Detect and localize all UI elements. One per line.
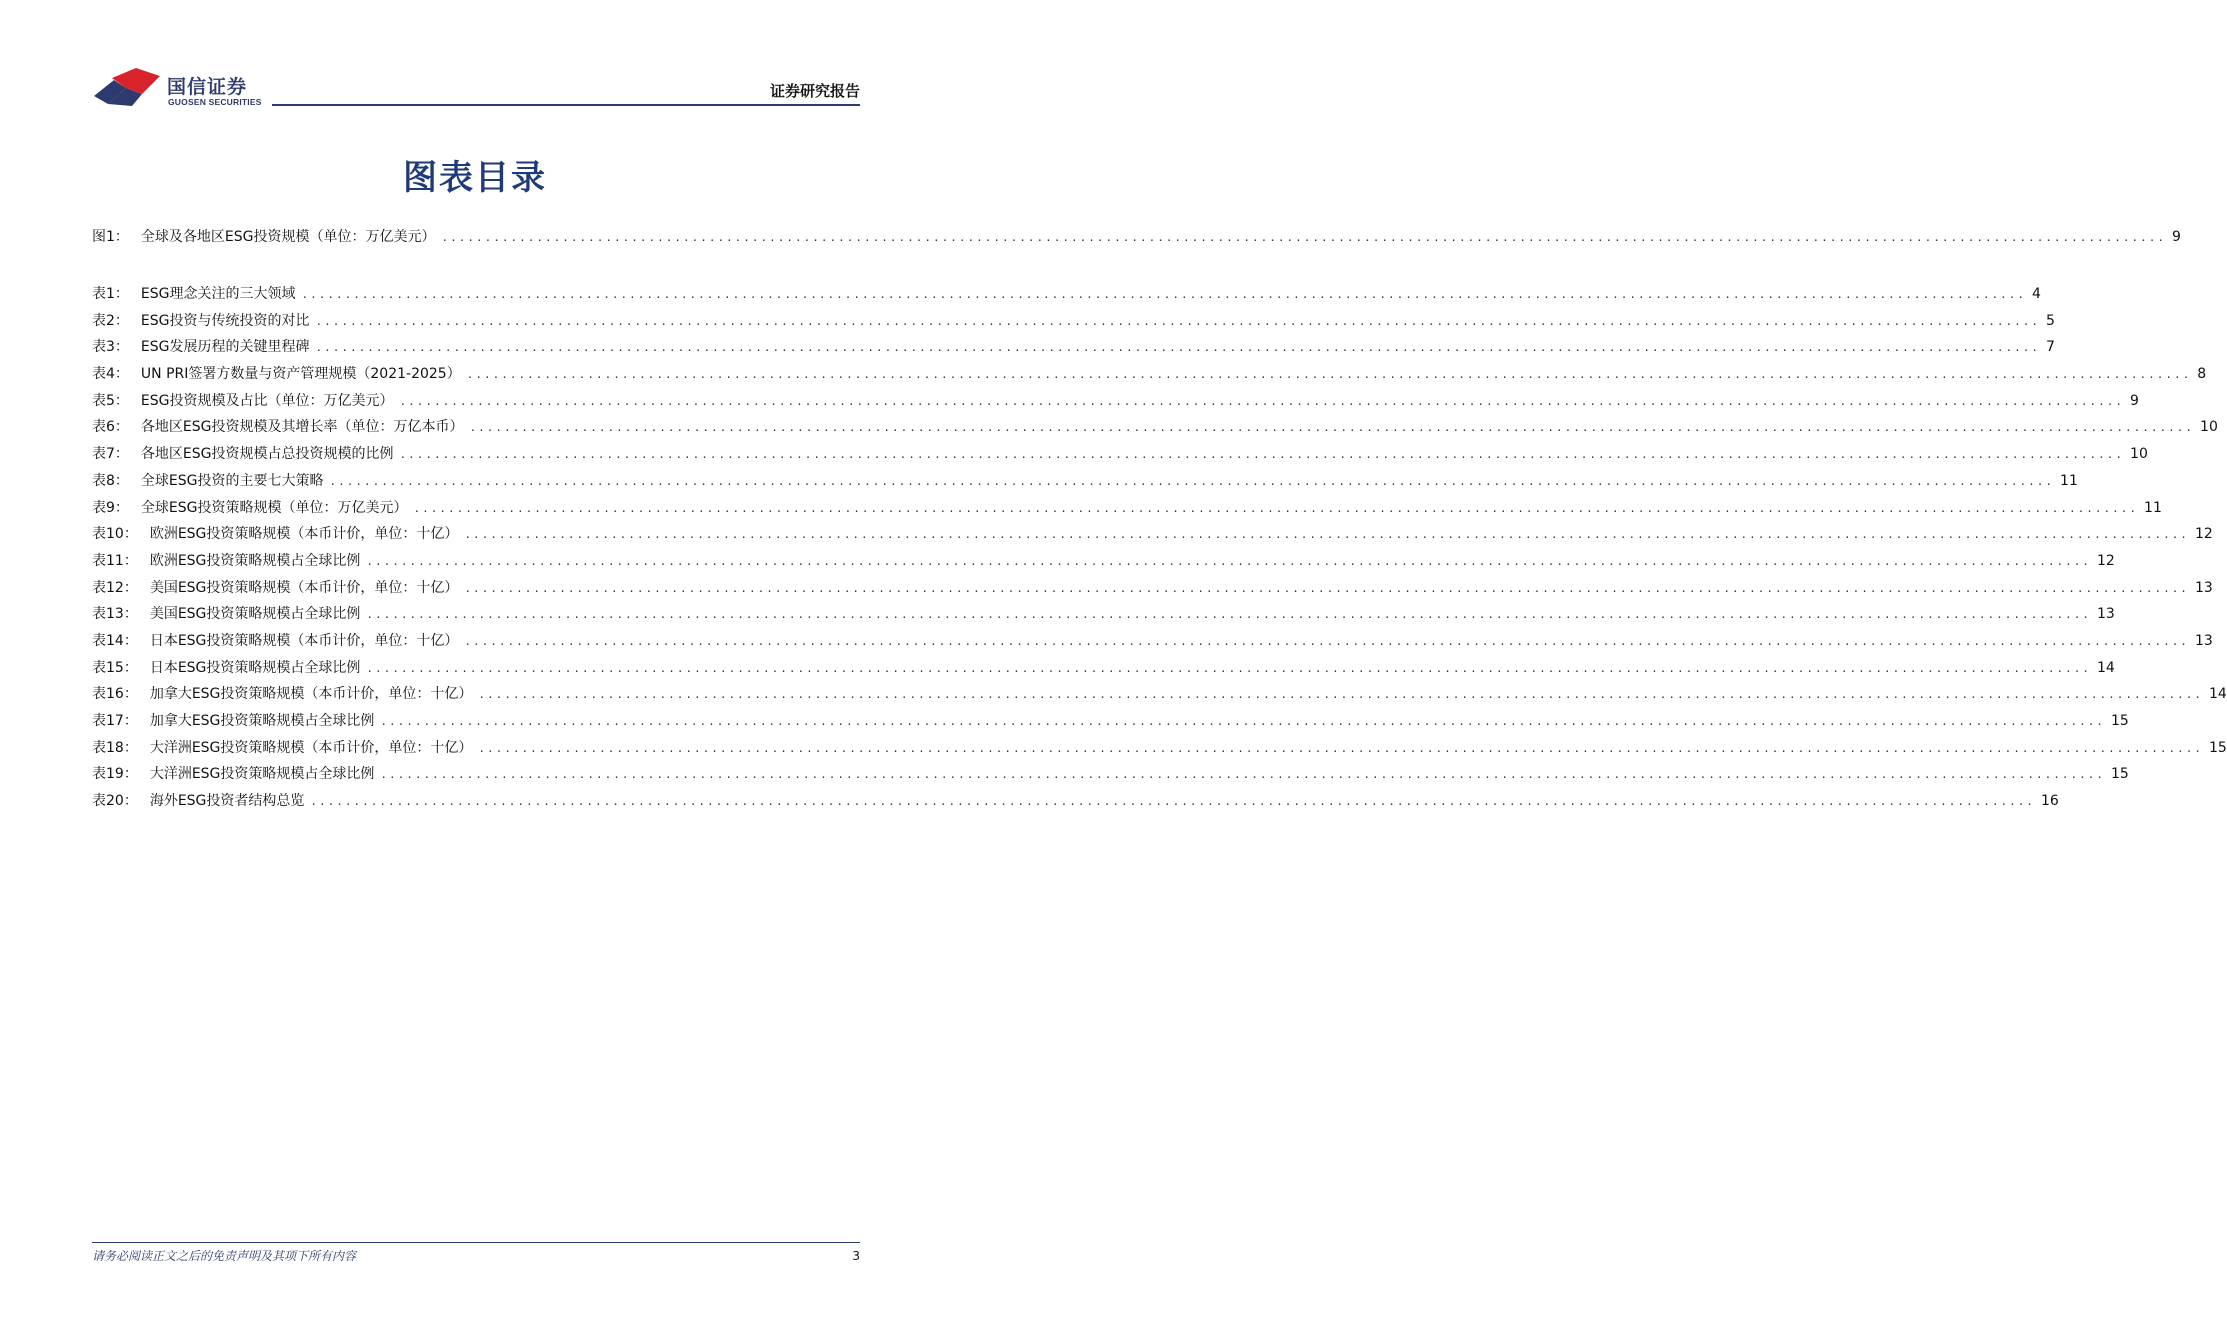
page-title: 图表目录 [403,158,547,198]
dot-leader: ........................................................................................................................................................................................................ [469,421,2195,435]
entry-page-number: 12 [2096,552,2115,569]
entry-page-number: 13 [2096,606,2115,623]
entry-page-number: 8 [2197,366,2207,383]
entry-title: 加拿大ESG投资策略规模（本币计价，单位：十亿） [149,686,473,703]
entry-number: 表19： [92,766,138,783]
entry-number: 表7： [92,446,129,463]
entry-title: 日本ESG投资策略规模占全球比例 [149,659,361,676]
table-entry[interactable] [92,441,2148,468]
entry-number: 表14： [92,632,138,649]
entry-number: 表2： [92,312,129,329]
dot-leader: ........................................................................................................................................................................................................ [464,581,2189,595]
entry-number: 表11： [92,552,138,569]
table-entry[interactable] [92,575,2213,602]
table-entry[interactable] [92,601,2115,628]
table-entry[interactable] [92,628,2213,655]
dot-leader: ........................................................................................................................................................................................................ [315,341,2041,355]
dot-leader: ........................................................................................................................................................................................................ [466,368,2192,382]
footer-divider [92,1242,860,1243]
dot-leader: ........................................................................................................................................................................................................ [413,501,2139,515]
entry-number: 表12： [92,579,138,596]
entry-number: 表9： [92,499,129,516]
entry-number: 图1： [92,229,129,245]
page-number: 3 [852,1249,860,1263]
entry-title: 各地区ESG投资规模占总投资规模的比例 [140,446,394,463]
company-name-cn: 国信证券 [167,76,248,98]
dot-leader: ........................................................................................................................................................................................................ [315,314,2041,328]
table-entry[interactable] [92,761,2129,788]
dot-leader: ........................................................................................................................................................................................................ [366,661,2091,675]
page-header [0,0,950,120]
entry-number: 表16： [92,686,138,703]
entry-number: 表1： [92,286,129,302]
footer-disclaimer: 请务必阅读正文之后的免责声明及其项下所有内容 [92,1249,357,1263]
dot-leader: ........................................................................................................................................................................................................ [399,448,2125,462]
entry-title: 美国ESG投资策略规模占全球比例 [149,606,361,623]
guosen-logo-icon [92,66,162,110]
dot-leader: ........................................................................................................................................................................................................ [441,231,2167,244]
entry-title: 大洋洲ESG投资策略规模占全球比例 [149,766,375,783]
entry-page-number: 15 [2110,766,2129,783]
entry-title: 日本ESG投资策略规模（本币计价，单位：十亿） [149,632,459,649]
dot-leader: ........................................................................................................................................................................................................ [399,394,2125,408]
entry-page-number: 12 [2194,526,2213,543]
company-name-en: GUOSEN SECURITIES [168,97,262,107]
table-entry[interactable] [92,655,2115,682]
entry-number: 表20： [92,793,138,810]
entry-number: 表17： [92,713,138,729]
dot-leader: ........................................................................................................................................................................................................ [329,474,2055,488]
entry-number: 表10： [92,526,138,543]
entry-title: ESG理念关注的三大领域 [140,286,296,302]
table-entry[interactable] [92,681,2227,708]
entry-title: 全球ESG投资策略规模（单位：万亿美元） [140,499,408,516]
table-entry[interactable] [92,468,2078,495]
dot-leader: ........................................................................................................................................................................................................ [464,528,2189,542]
entry-page-number: 16 [2040,793,2059,810]
entry-page-number: 14 [2096,659,2115,676]
report-type-label: 证券研究报告 [769,82,860,100]
dot-leader: ........................................................................................................................................................................................................ [464,634,2189,648]
entry-page-number: 11 [2060,472,2078,489]
entry-title: 各地区ESG投资规模及其增长率（单位：万亿本币） [140,419,464,436]
entry-title: 全球及各地区ESG投资规模（单位：万亿美元） [140,229,436,245]
dot-leader: ........................................................................................................................................................................................................ [380,715,2105,728]
figure-entry[interactable] [92,224,2181,251]
entry-title: 欧洲ESG投资策略规模（本币计价，单位：十亿） [149,526,459,543]
entry-number: 表3： [92,339,129,356]
entry-title: 全球ESG投资的主要七大策略 [140,472,324,489]
entry-title: 海外ESG投资者结构总览 [149,793,305,810]
entry-number: 表13： [92,606,138,623]
dot-leader: ........................................................................................................................................................................................................ [310,795,2035,809]
entry-page-number: 4 [2032,286,2041,302]
entry-number: 表18： [92,739,138,756]
entry-page-number: 11 [2144,499,2162,516]
entry-number: 表4： [92,366,129,383]
table-entry[interactable] [92,334,2055,361]
entry-page-number: 7 [2046,339,2055,356]
table-entry[interactable] [92,548,2115,575]
table-entry[interactable] [92,521,2213,548]
guosen-logo [92,66,262,110]
table-entry[interactable] [92,735,2227,762]
entry-page-number: 5 [2046,312,2055,329]
dot-leader: ........................................................................................................................................................................................................ [366,554,2091,568]
entry-title: 加拿大ESG投资策略规模占全球比例 [149,713,375,729]
entry-page-number: 10 [2130,446,2148,463]
entry-page-number: 13 [2194,632,2213,649]
table-entry[interactable] [92,281,2041,308]
table-list [92,281,2227,815]
header-divider [272,104,860,106]
dot-leader: ........................................................................................................................................................................................................ [366,608,2091,622]
dot-leader: ........................................................................................................................................................................................................ [478,741,2203,755]
entry-page-number: 14 [2208,686,2227,703]
figure-list [92,224,2181,251]
entry-page-number: 13 [2194,579,2213,596]
dot-leader: ........................................................................................................................................................................................................ [478,688,2203,702]
table-entry[interactable] [92,414,2218,441]
entry-title: UN PRI签署方数量与资产管理规模（2021-2025） [140,366,461,383]
table-entry[interactable] [92,495,2162,522]
entry-number: 表15： [92,659,138,676]
table-entry[interactable] [92,361,2207,388]
entry-title: 美国ESG投资策略规模（本币计价，单位：十亿） [149,579,459,596]
table-entry[interactable] [92,708,2129,735]
entry-page-number: 10 [2200,419,2218,436]
entry-number: 表8： [92,472,129,489]
entry-page-number: 9 [2130,392,2139,409]
entry-page-number: 15 [2208,739,2227,756]
entry-number: 表6： [92,419,129,436]
dot-leader: ........................................................................................................................................................................................................ [380,768,2105,782]
entry-number: 表5： [92,392,129,409]
dot-leader: ........................................................................................................................................................................................................ [301,288,2027,301]
entry-page-number: 9 [2172,229,2181,245]
entry-title: 欧洲ESG投资策略规模占全球比例 [149,552,361,569]
entry-title: 大洋洲ESG投资策略规模（本币计价，单位：十亿） [149,739,473,756]
entry-page-number: 15 [2110,713,2129,729]
entry-title: ESG投资与传统投资的对比 [140,312,310,329]
table-entry[interactable] [92,308,2055,335]
table-entry[interactable] [92,788,2059,815]
entry-title: ESG发展历程的关键里程碑 [140,339,310,356]
entry-title: ESG投资规模及占比（单位：万亿美元） [140,392,394,409]
table-entry[interactable] [92,388,2139,415]
